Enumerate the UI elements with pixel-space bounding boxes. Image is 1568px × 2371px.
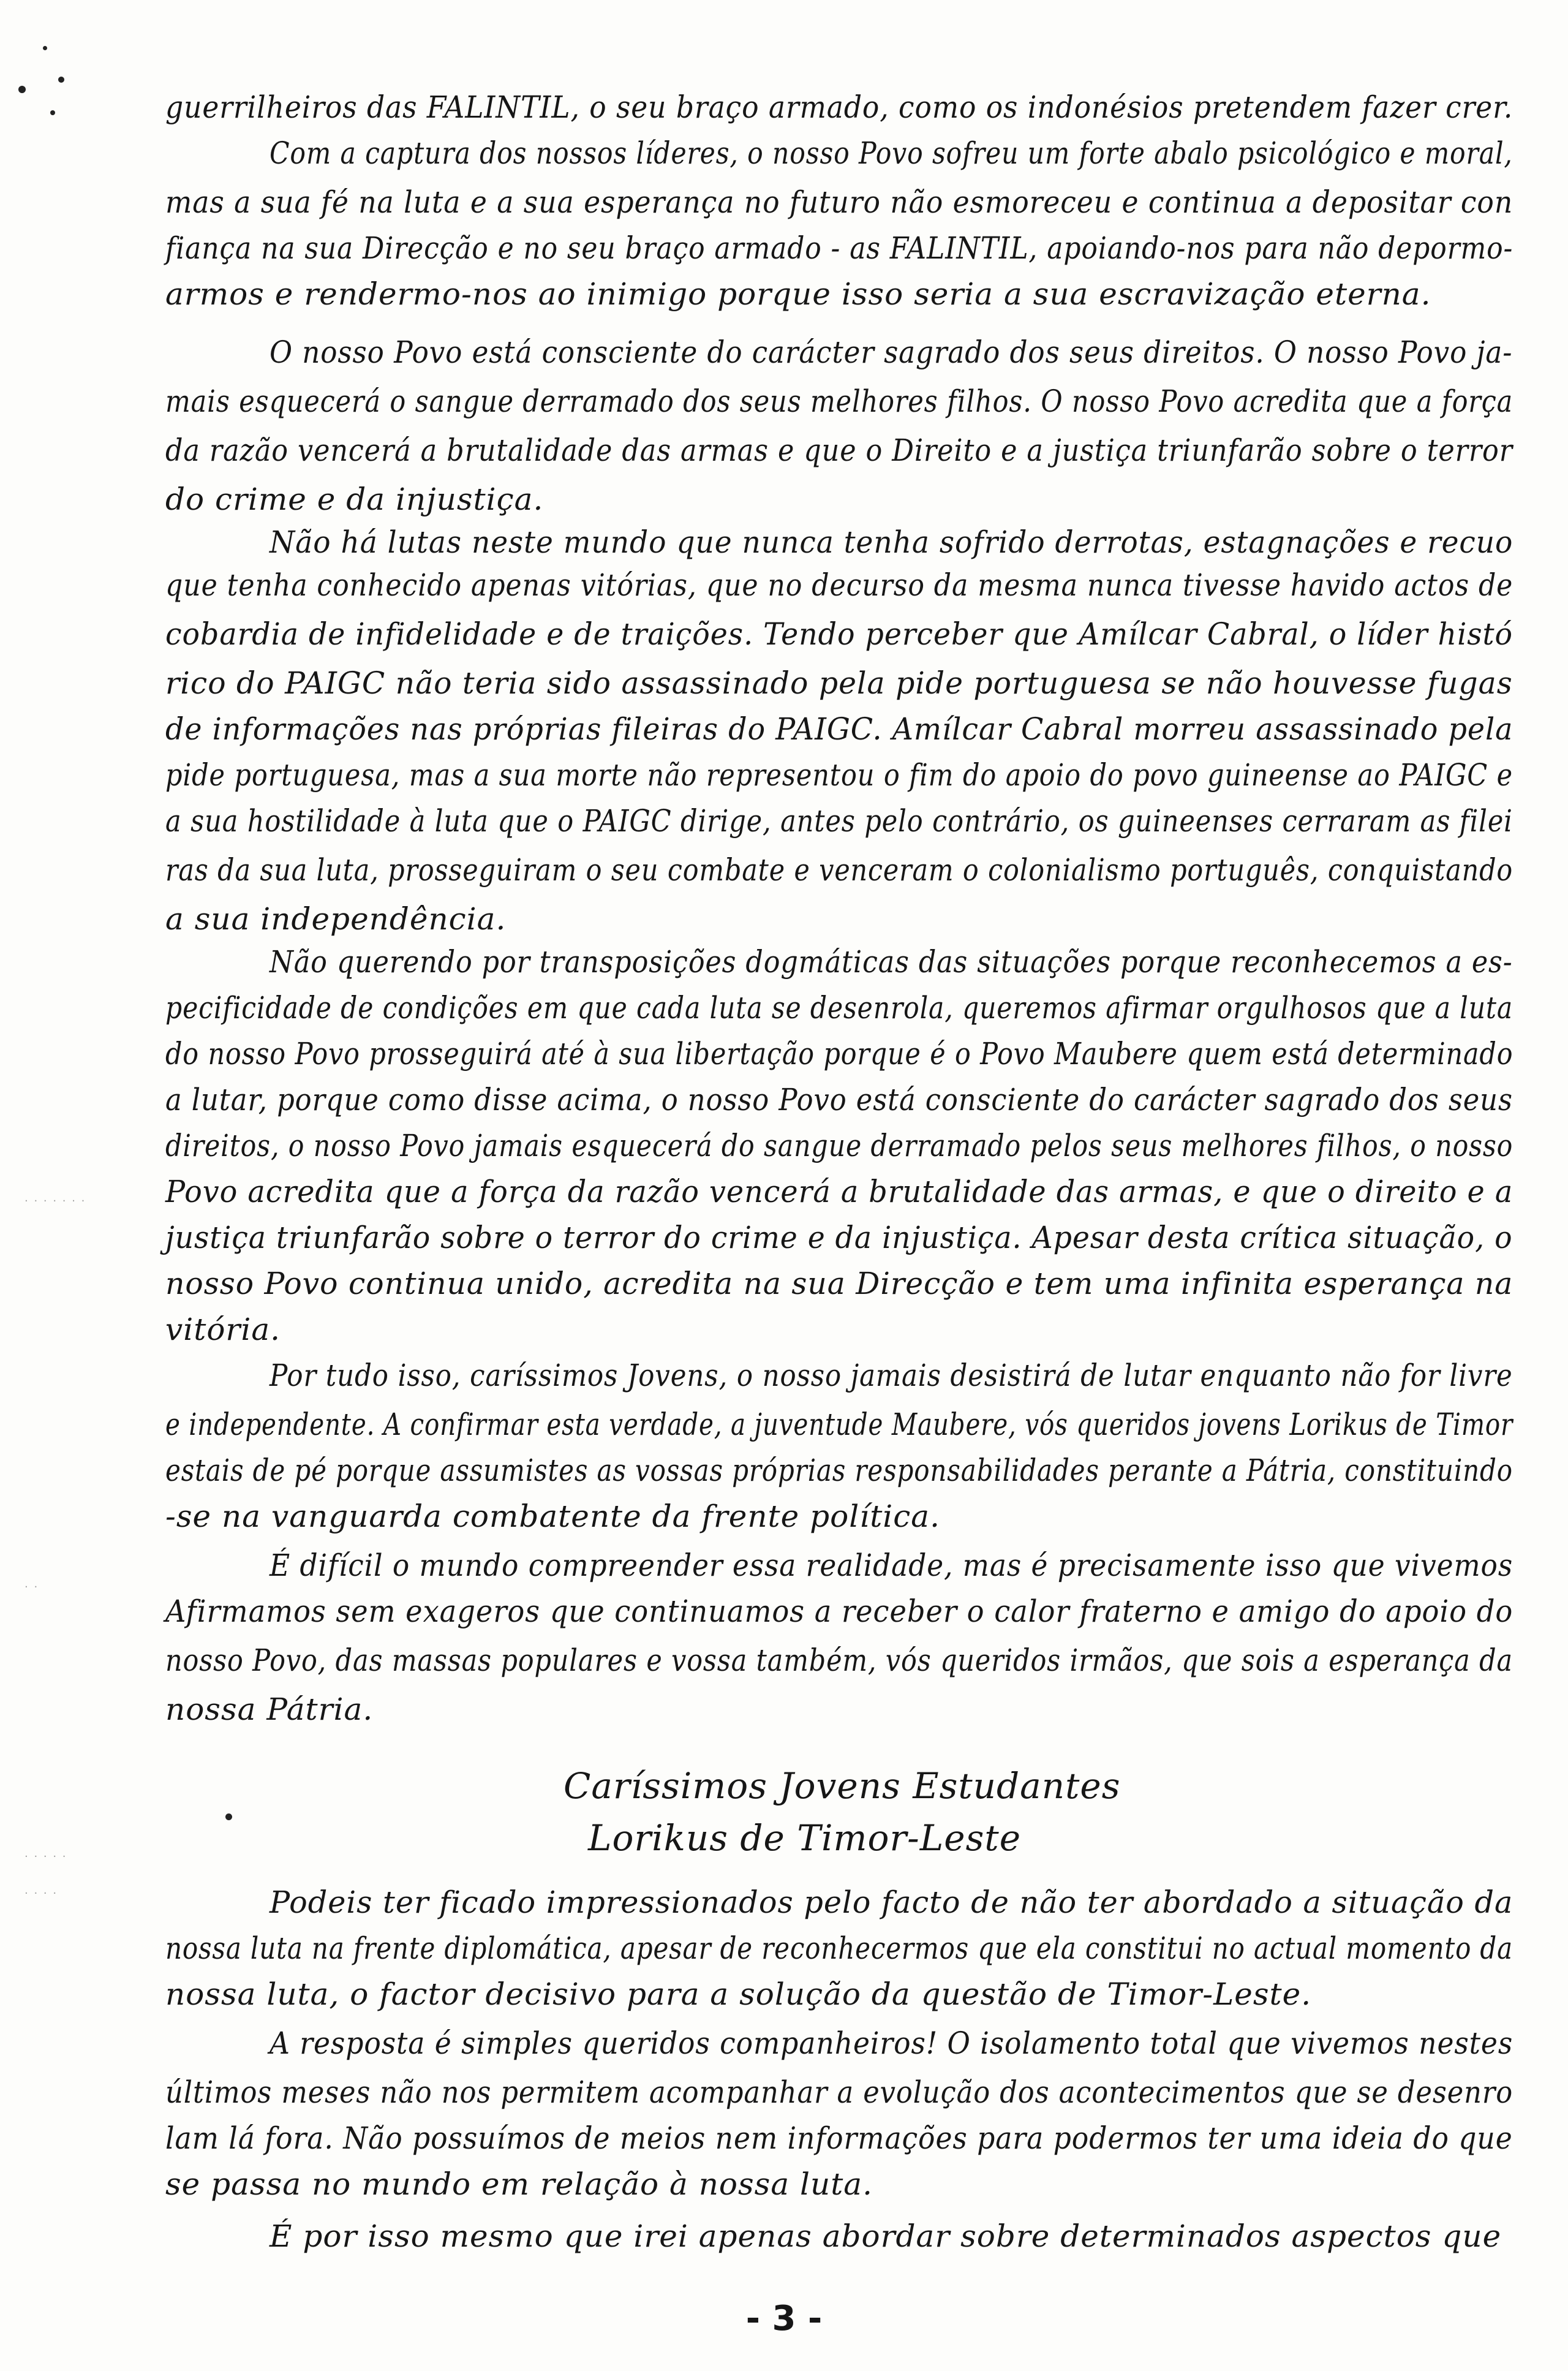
text-line: nosso Povo continua unido, acredita na sua Direcção e tem uma infinita esperança na — [165, 1266, 1513, 1301]
text-line: Afirmamos sem exageros que continuamos a receber o calor fraterno e amigo do apoio do — [165, 1594, 1513, 1629]
text-line: Não há lutas neste mundo que nunca tenha sofrido derrotas, estagnações e recuo — [270, 524, 1513, 560]
text-line: estais de pé porque assumistes as vossas próprias responsabilidades perante a Pátria, constituindo — [165, 1453, 1513, 1488]
text-line: da razão vencerá a brutalidade das armas e que o Direito e a justiça triunfarão sobre o terror — [165, 433, 1513, 468]
text-line: se passa no mundo em relação à nossa luta. — [165, 2166, 873, 2202]
text-line: e independente. A confirmar esta verdade, a juventude Maubere, vós queridos jovens Lorikus de Timor — [165, 1407, 1513, 1442]
text-line: que tenha conhecido apenas vitórias, que no decurso da mesma nunca tivesse havido actos de — [165, 567, 1513, 603]
text-line: guerrilheiros das FALINTIL, o seu braço armado, como os indonésios pretendem fazer crer. — [165, 89, 1513, 125]
scan-artifact: · · · · · · · — [24, 1195, 86, 1208]
text-line: -se na vanguarda combatente da frente política. — [165, 1499, 940, 1534]
text-line: Podeis ter ficado impressionados pelo facto de não ter abordado a situação da — [270, 1885, 1513, 1920]
section-heading: Caríssimos Jovens Estudantes — [564, 1765, 1121, 1807]
text-line: mais esquecerá o sangue derramado dos seus melhores filhos. O nosso Povo acredita que a força — [165, 384, 1513, 419]
text-line: mas a sua fé na luta e a sua esperança no futuro não esmoreceu e continua a depositar con — [165, 184, 1513, 220]
scan-speck — [58, 77, 64, 83]
text-line: nossa luta, o factor decisivo para a solução da questão de Timor-Leste. — [165, 1976, 1312, 2012]
text-line: A resposta é simples queridos companheiros! O isolamento total que vivemos nestes — [270, 2025, 1513, 2061]
text-line: pide portuguesa, mas a sua morte não representou o fim do apoio do povo guineense ao PAIGC e — [165, 757, 1513, 793]
text-line: direitos, o nosso Povo jamais esquecerá do sangue derramado pelos seus melhores filhos, o nosso — [165, 1128, 1513, 1163]
text-line: justiça triunfarão sobre o terror do crime e da injustiça. Apesar desta crítica situação, o — [165, 1220, 1513, 1255]
text-line: fiança na sua Direcção e no seu braço armado - as FALINTIL, apoiando-nos para não depormo- — [165, 230, 1513, 266]
text-line: Povo acredita que a força da razão vencerá a brutalidade das armas, e que o direito e a — [165, 1174, 1513, 1209]
text-line: armos e rendermo-nos ao inimigo porque isso seria a sua escravização eterna. — [165, 276, 1431, 312]
text-line: O nosso Povo está consciente do carácter sagrado dos seus direitos. O nosso Povo ja- — [270, 335, 1513, 370]
text-line: últimos meses não nos permitem acompanhar a evolução dos acontecimentos que se desenro — [165, 2074, 1513, 2110]
text-line: ras da sua luta, prosseguiram o seu combate e venceram o colonialismo português, conquistando — [165, 852, 1513, 888]
text-line: Não querendo por transposições dogmáticas das situações porque reconhecemos a es- — [270, 944, 1513, 980]
text-line: nossa luta na frente diplomática, apesar de reconhecermos que ela constitui no actual momento da — [165, 1930, 1513, 1966]
scan-artifact: · · · · — [24, 1887, 58, 1900]
text-line: É difícil o mundo compreender essa realidade, mas é precisamente isso que vivemos — [270, 1548, 1513, 1583]
text-line: Com a captura dos nossos líderes, o nosso Povo sofreu um forte abalo psicológico e moral, — [270, 135, 1513, 171]
text-line: pecificidade de condições em que cada luta se desenrola, queremos afirmar orgulhosos que a luta — [165, 990, 1513, 1026]
text-line: lam lá fora. Não possuímos de meios nem informações para podermos ter uma ideia do que — [165, 2120, 1513, 2156]
scan-artifact: · · · · · — [24, 1850, 67, 1863]
text-line: a sua independência. — [165, 901, 507, 937]
text-line: a sua hostilidade à luta que o PAIGC dirige, antes pelo contrário, os guineenses cerraram as filei — [165, 803, 1513, 839]
text-line: nosso Povo, das massas populares e vossa também, vós queridos irmãos, que sois a esperança da — [165, 1643, 1513, 1678]
text-line: É por isso mesmo que irei apenas abordar sobre determinados aspectos que — [270, 2218, 1502, 2254]
page-number: - 3 - — [745, 2299, 823, 2339]
text-line: rico do PAIGC não teria sido assassinado pela pide portuguesa se não houvesse fugas — [165, 665, 1513, 701]
scan-speck — [225, 1813, 232, 1820]
text-line: vitória. — [165, 1312, 281, 1347]
text-line: do nosso Povo prosseguirá até à sua libertação porque é o Povo Maubere quem está determinado — [165, 1036, 1513, 1072]
section-heading: Lorikus de Timor-Leste — [588, 1817, 1022, 1859]
scan-speck — [50, 110, 55, 115]
scan-speck — [18, 86, 26, 93]
scan-speck — [43, 46, 47, 50]
text-line: cobardia de infidelidade e de traições. Tendo perceber que Amílcar Cabral, o líder histó — [165, 616, 1513, 652]
text-line: do crime e da injustiça. — [165, 482, 544, 517]
text-line: a lutar, porque como disse acima, o nosso Povo está consciente do carácter sagrado dos seus — [165, 1082, 1513, 1117]
text-line: nossa Pátria. — [165, 1692, 374, 1727]
scan-artifact: · · — [24, 1581, 39, 1594]
text-line: de informações nas próprias fileiras do PAIGC. Amílcar Cabral morreu assassinado pela — [165, 711, 1513, 747]
text-line: Por tudo isso, caríssimos Jovens, o nosso jamais desistirá de lutar enquanto não for livre — [270, 1358, 1513, 1393]
